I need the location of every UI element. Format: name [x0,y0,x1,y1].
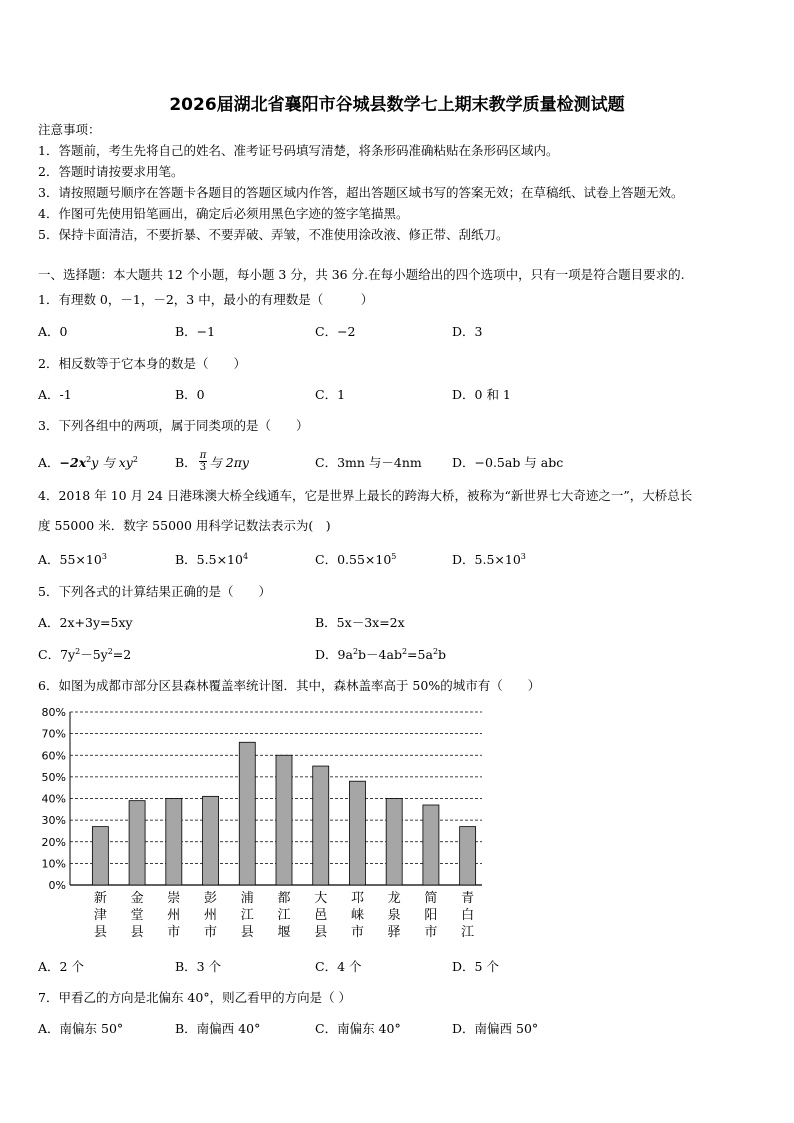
question-3-stem: 3．下列各组中的两项，属于同类项的是（ ） [38,418,309,433]
question-4-options [38,550,758,568]
option-d[interactable]: D．0 和 1 [452,387,511,402]
y-tick-label: 10% [41,857,66,871]
option-a[interactable]: A．$-2x^2y$ 与 $xy^2$ [38,454,138,470]
page-title: 2026届湖北省襄阳市谷城县数学七上期末教学质量检测试题 [169,95,625,115]
option-c[interactable]: C．3mn 与－4nm [315,455,422,470]
x-tick-label: 龙泉驿 [387,891,401,940]
x-tick-label: 金堂县 [130,891,144,940]
question-6-stem: 6．如图为成都市部分区县森林覆盖率统计图．其中，森林盖率高于 50%的城市有（ ） [38,678,541,693]
option-d[interactable]: D．南偏西 50° [452,1021,539,1036]
x-tick-label: 新津县 [93,891,107,940]
option-b[interactable]: B．0 [175,387,205,402]
bar [313,766,329,885]
bar [239,742,255,885]
notice-heading: 注意事项： [38,122,101,137]
bar [423,805,439,885]
question-4-stem: 4．2018 年 10 月 24 日港珠澳大桥全线通车，它是世界上最长的跨海大桥，被称为“新世界七大奇迹之一”，大桥总长 度 55000 米．数字 55000 用科学记数法表示为( ) [38,488,693,533]
option-b[interactable]: B．−1 [175,324,216,339]
y-tick-label: 60% [41,749,66,763]
notice-item: 4．作图可先使用铅笔画出，确定后必须用黑色字迹的签字笔描黑。 [38,206,409,221]
option-d[interactable]: D．3 [452,324,483,339]
x-tick-label: 崇州市 [167,891,181,940]
option-a[interactable]: A．-1 [38,387,72,402]
question-7-stem: 7．甲看乙的方向是北偏东 40°，则乙看甲的方向是（ ） [38,990,352,1005]
y-tick-label: 50% [41,770,66,784]
bar [166,799,182,886]
option-a[interactable]: A．南偏东 50° [38,1021,124,1036]
option-c[interactable]: C．1 [315,387,346,402]
x-tick-label: 大邑县 [314,891,328,940]
question-5-options-row1 [38,613,758,631]
x-tick-label: 简阳市 [424,891,438,940]
x-tick-label: 浦江县 [240,891,254,940]
x-tick-label: 都江堰 [277,891,291,940]
option-a[interactable]: A．$55\times 10^3$ [38,551,107,567]
y-tick-label: 30% [41,814,66,828]
question-3-options [38,450,758,480]
option-d[interactable]: D．−0.5ab 与 abc [452,455,564,470]
option-a[interactable]: A．2 个 [38,959,84,974]
notice-item: 5．保持卡面清洁，不要折暴、不要弄破、弄皱，不准使用涂改液、修正带、刮纸刀。 [38,227,509,242]
option-b[interactable]: B．3 个 [175,959,222,974]
bar [129,801,145,885]
question-1-stem: 1．有理数 0，－1，－2，3 中，最小的有理数是（ ） [38,292,374,307]
fraction-denominator: 3 [199,462,207,473]
option-b[interactable]: B． $\frac{\pi}{3}$ 与 2πy [175,450,249,473]
question-7-options [38,1019,758,1037]
option-d[interactable]: D．$9a^2b-4ab^2=5a^2b$ [315,646,447,662]
option-b[interactable]: B．$5.5\times 10^4$ [175,551,249,567]
forest-coverage-bar-chart [30,700,490,945]
fraction-numerator: π [199,450,207,461]
option-c[interactable]: C．$0.55\times 10^5$ [315,551,397,567]
option-d[interactable]: D．$5.5\times 10^3$ [452,551,526,567]
option-c[interactable]: C．4 个 [315,959,362,974]
question-2-options [38,385,758,403]
option-b[interactable]: B．5x－3x=2x [315,615,405,630]
option-a[interactable]: A．2x+3y=5xy [38,615,133,630]
bar [203,796,219,885]
option-c[interactable]: C．南偏东 40° [315,1021,401,1036]
option-d[interactable]: D．5 个 [452,959,499,974]
x-tick-label: 彭州市 [204,891,218,940]
notice-item: 1．答题前，考生先将自己的姓名、准考证号码填写清楚，将条形码准确粘贴在条形码区域内。 [38,143,559,158]
option-c[interactable]: C．$7y^2-5y^2=2$ [38,646,132,662]
question-6-options [38,957,758,975]
x-tick-label: 邛崃市 [350,891,364,940]
section-heading: 一、选择题：本大题共 12 个小题，每小题 3 分，共 36 分.在每小题给出的四个选项中，只有一项是符合题目要求的. [38,267,685,282]
question-1-options [38,322,758,340]
notice-item: 2．答题时请按要求用笔。 [38,164,184,179]
y-tick-label: 80% [41,706,66,719]
option-c[interactable]: C．−2 [315,324,356,339]
y-tick-label: 40% [41,792,66,806]
bar [460,827,476,885]
option-a[interactable]: A．0 [38,324,68,339]
y-tick-label: 0% [48,879,66,892]
question-5-options-row2 [38,645,758,663]
bar [349,781,365,885]
x-tick-label: 青白江 [461,891,475,940]
question-2-stem: 2．相反数等于它本身的数是（ ） [38,356,246,371]
option-b[interactable]: B．南偏西 40° [175,1021,261,1036]
y-tick-label: 70% [41,727,66,741]
bar [92,827,108,885]
bar [276,755,292,885]
bar [386,799,402,886]
notice-item: 3．请按照题号顺序在答题卡各题目的答题区域内作答，超出答题区域书写的答案无效；在草稿纸、试卷上答题无效。 [38,185,684,200]
y-tick-label: 20% [41,835,66,849]
question-5-stem: 5．下列各式的计算结果正确的是（ ） [38,584,271,599]
